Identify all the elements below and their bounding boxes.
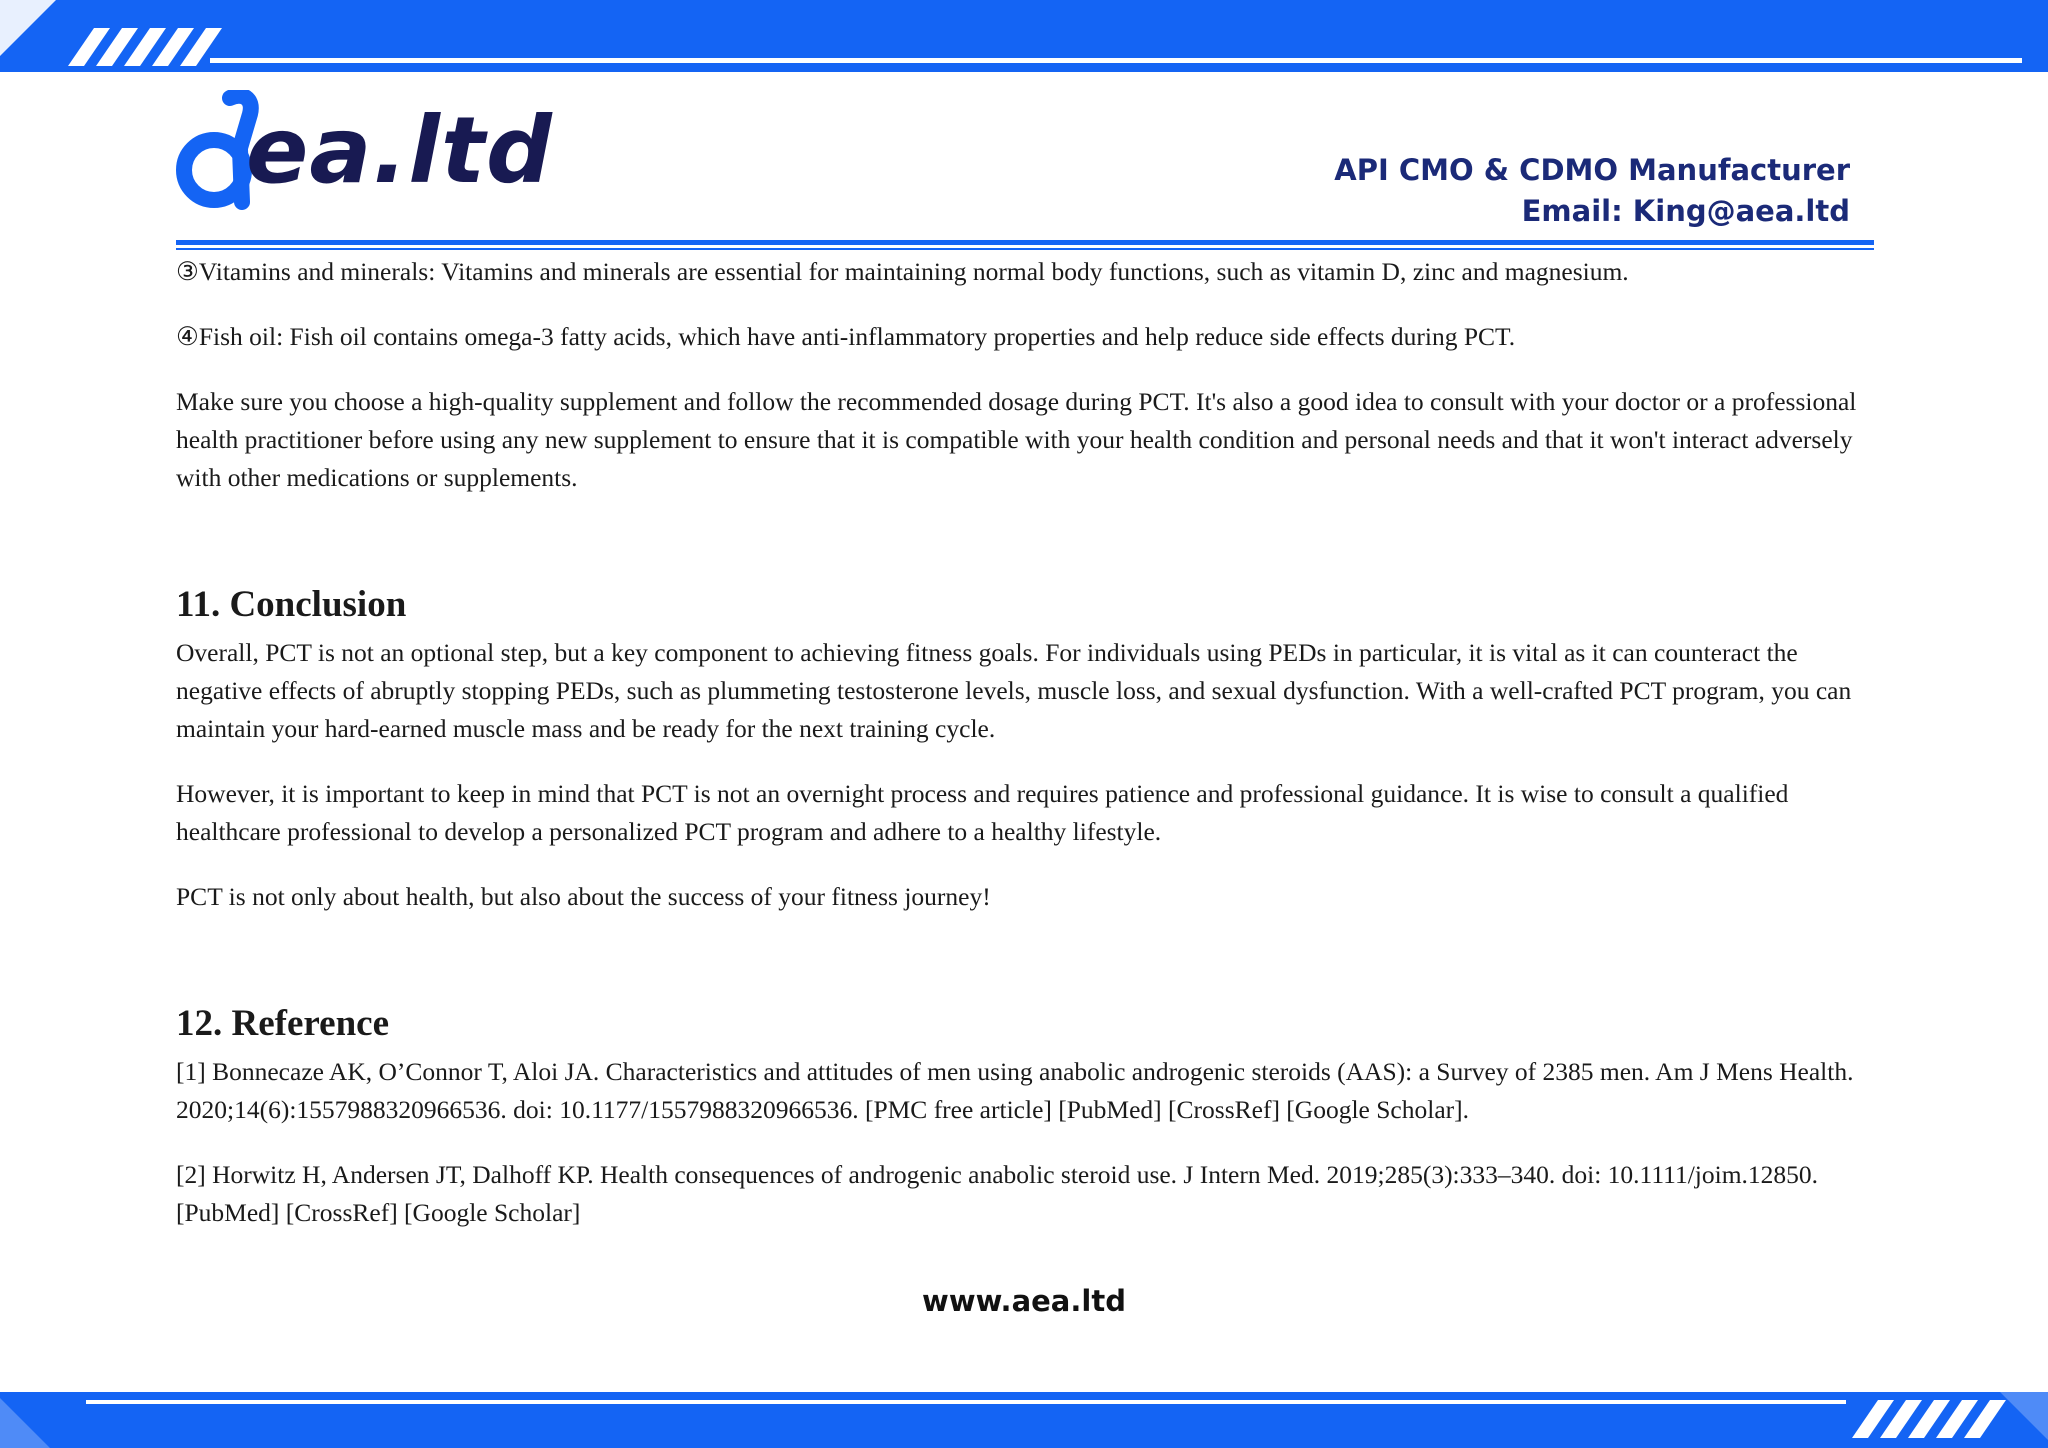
supplement-item-vitamins: ③Vitamins and minerals: Vitamins and minerals are essential for maintaining normal body functions, such as vitamin D, zinc and magnesium. bbox=[176, 257, 1629, 286]
conclusion-paragraph: Overall, PCT is not an optional step, but a key component to achieving fitness goals. For individuals using PEDs in particular, it is vital as it can counteract the negative effects of abruptly stopping PEDs, such as plummeting testosterone levels, muscle loss, and sexual dysfunction. With a well-crafted PCT program, you can maintain your hard-earned muscle mass and be ready for the next training cycle. bbox=[176, 638, 1852, 743]
top-banner-stripes-icon bbox=[0, 0, 2048, 72]
header-divider-thin bbox=[176, 248, 1874, 250]
footer-website-link[interactable]: www.aea.ltd bbox=[922, 1284, 1126, 1318]
logo-wordmark: ea.ltd bbox=[246, 97, 553, 204]
bottom-banner-stripes-icon bbox=[0, 1392, 2048, 1448]
top-banner bbox=[0, 0, 2048, 72]
bottom-banner bbox=[0, 1392, 2048, 1448]
section-heading-reference: 12. Reference bbox=[176, 1003, 389, 1044]
company-tagline: API CMO & CDMO Manufacturer bbox=[1334, 153, 1850, 187]
contact-email[interactable]: Email: King@aea.ltd bbox=[1521, 194, 1850, 228]
conclusion-paragraph: However, it is important to keep in mind that PCT is not an overnight process and requires patience and professional guidance. It is wise to consult a qualified healthcare professional to develop a personalized PCT program and adhere to a healthy lifestyle. bbox=[176, 779, 1789, 846]
document-body bbox=[176, 253, 1876, 1259]
reference-item: [2] Horwitz H, Andersen JT, Dalhoff KP. Health consequences of androgenic anabolic steroid use. J Intern Med. 2019;285(3):333–340. doi: 10.1111/joim.12850. [PubMed] [CrossRef] [Google Scholar] bbox=[176, 1160, 1819, 1227]
section-heading-conclusion: 11. Conclusion bbox=[176, 584, 407, 625]
supplement-note: Make sure you choose a high-quality supplement and follow the recommended dosage during PCT. It's also a good idea to consult with your doctor or a professional health practitioner before using any new supplement to ensure that it is compatible with your health condition and personal needs and that it won't interact adversely with other medications or supplements. bbox=[176, 387, 1857, 492]
conclusion-paragraph: PCT is not only about health, but also about the success of your fitness journey! bbox=[176, 882, 991, 911]
header-info bbox=[1334, 150, 1850, 232]
company-logo bbox=[172, 90, 553, 214]
header-divider bbox=[176, 240, 1874, 245]
reference-item: [1] Bonnecaze AK, O’Connor T, Aloi JA. Characteristics and attitudes of men using anabolic androgenic steroids (AAS): a Survey of 2385 men. Am J Mens Health. 2020;14(6):1557988320966536. doi: 10.1177/1557988320966536. [PMC free article] [PubMed] [CrossRef] [Google Scholar]. bbox=[176, 1057, 1854, 1124]
supplement-item-fish-oil: ④Fish oil: Fish oil contains omega-3 fatty acids, which have anti-inflammatory properties and help reduce side effects during PCT. bbox=[176, 322, 1516, 351]
